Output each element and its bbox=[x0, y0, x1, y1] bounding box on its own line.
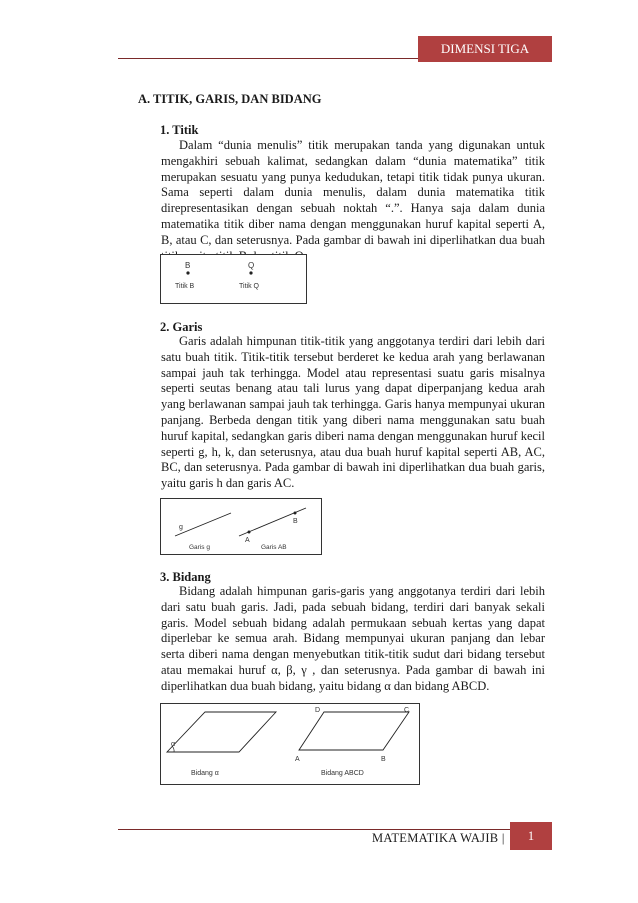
bidang-heading: 3. Bidang bbox=[160, 570, 211, 584]
plane-alpha bbox=[167, 712, 276, 752]
bidang-diagram bbox=[161, 704, 419, 784]
section-title: A. TITIK, GARIS, DAN BIDANG bbox=[138, 92, 322, 106]
caption-garis-ab: Garis AB bbox=[261, 544, 287, 551]
garis-figure bbox=[160, 498, 322, 555]
plane-abcd bbox=[299, 712, 409, 750]
line-g bbox=[175, 513, 231, 536]
garis-heading: 2. Garis bbox=[160, 320, 203, 334]
point-a-label: A bbox=[245, 537, 250, 544]
bidang-paragraph bbox=[161, 584, 545, 695]
footer-subject: MATEMATIKA WAJIB | bbox=[372, 831, 505, 845]
header-rule bbox=[118, 58, 418, 59]
vertex-a-label: A bbox=[295, 756, 300, 763]
titik-text: Dalam “dunia menulis” titik merupakan tanda yang digunakan untuk mengakhiri sebuah kalimat, sedangkan dalam “dunia matematika” titik merupakan sesuatu yang punya kedudukan, tetapi titik tidak punya ukuran. Sama seperti dalam dunia menulis, dalam dunia matematika titik direpresentasikan dengan sebuah noktah “.”. Hanya saja dalam dunia matematika titik diber nama dengan menggunakan huruf kapital seperti A, B, atau C, dan seterusnya. Pada gambar di bawah ini diperlihatkan dua buah bbox=[161, 138, 545, 247]
titik-paragraph bbox=[161, 138, 545, 264]
point-b bbox=[294, 512, 297, 515]
caption-titik-b: Titik B bbox=[175, 283, 195, 290]
page-number: 1 bbox=[510, 822, 552, 850]
titik-figure bbox=[160, 254, 307, 304]
point-b-label: B bbox=[185, 261, 191, 270]
caption-titik-q: Titik Q bbox=[239, 283, 259, 290]
point-a bbox=[248, 531, 251, 534]
garis-text: Garis adalah himpunan titik-titik yang anggotanya terdiri dari lebih dari satu buah titik. Titik-titik tersebut berderet ke kedua arah yang berlawanan sampai jauh tak terhingga. Model atau representasi suatu garis misalnya seperti seutas benang atau tali lurus yang dapat diperpanjang kedua arah yang berlawanan sampai jauh tak terhingga. Garis hanya mempunyai ukuran panjang. Berbeda dengan titik yang diberi nama menggunakan satu buah huruf kapital, sedangkan garis diberi nama dengan menggunakan huruf kecil seperti g, h, k, dan seterusnya, atau dua buah huruf kapital seperti AB, AC, BC, dan seterusnya. Pada gambar di bawah ini diperlihatkan dua buah garis, yaitu garis h dan garis AC. bbox=[161, 334, 545, 491]
point-q bbox=[249, 271, 252, 274]
garis-diagram bbox=[161, 499, 321, 554]
titik-diagram bbox=[161, 255, 306, 303]
point-b bbox=[186, 271, 189, 274]
vertex-d-label: D bbox=[315, 707, 321, 714]
titik-heading: 1. Titik bbox=[160, 123, 199, 137]
line-g-label: g bbox=[179, 524, 183, 531]
caption-garis-g: Garis g bbox=[189, 544, 210, 551]
bidang-text: Bidang adalah himpunan garis-garis yang anggotanya terdiri dari lebih dari satu buah garis. Jadi, pada sebuah bidang, terdiri dari banyak sekali garis. Model sebuah bidang adalah permukaan sebuah kertas yang dapat diperlebar ke semua arah. Bidang mempunyai ukuran panjang dan lebar serta diberi nama dengan menyebutkan titik-titik sudut dari bidang tersebut atau memakai huruf α, β, γ , dan seterusnya. Pada gambar di bawah ini diperlihatkan dua buah bidang, yaitu bidang α dan bidang ABCD. bbox=[161, 584, 545, 693]
vertex-c-label: C bbox=[404, 707, 410, 714]
alpha-label: α bbox=[171, 741, 176, 748]
garis-paragraph bbox=[161, 334, 545, 492]
point-q-label: Q bbox=[248, 261, 255, 270]
chapter-title: DIMENSI TIGA bbox=[418, 36, 552, 62]
bidang-figure bbox=[160, 703, 420, 785]
vertex-b-label: B bbox=[381, 756, 386, 763]
caption-bidang-alpha: Bidang α bbox=[191, 770, 219, 777]
caption-bidang-abcd: Bidang ABCD bbox=[321, 770, 364, 777]
point-b-label: B bbox=[293, 518, 298, 525]
